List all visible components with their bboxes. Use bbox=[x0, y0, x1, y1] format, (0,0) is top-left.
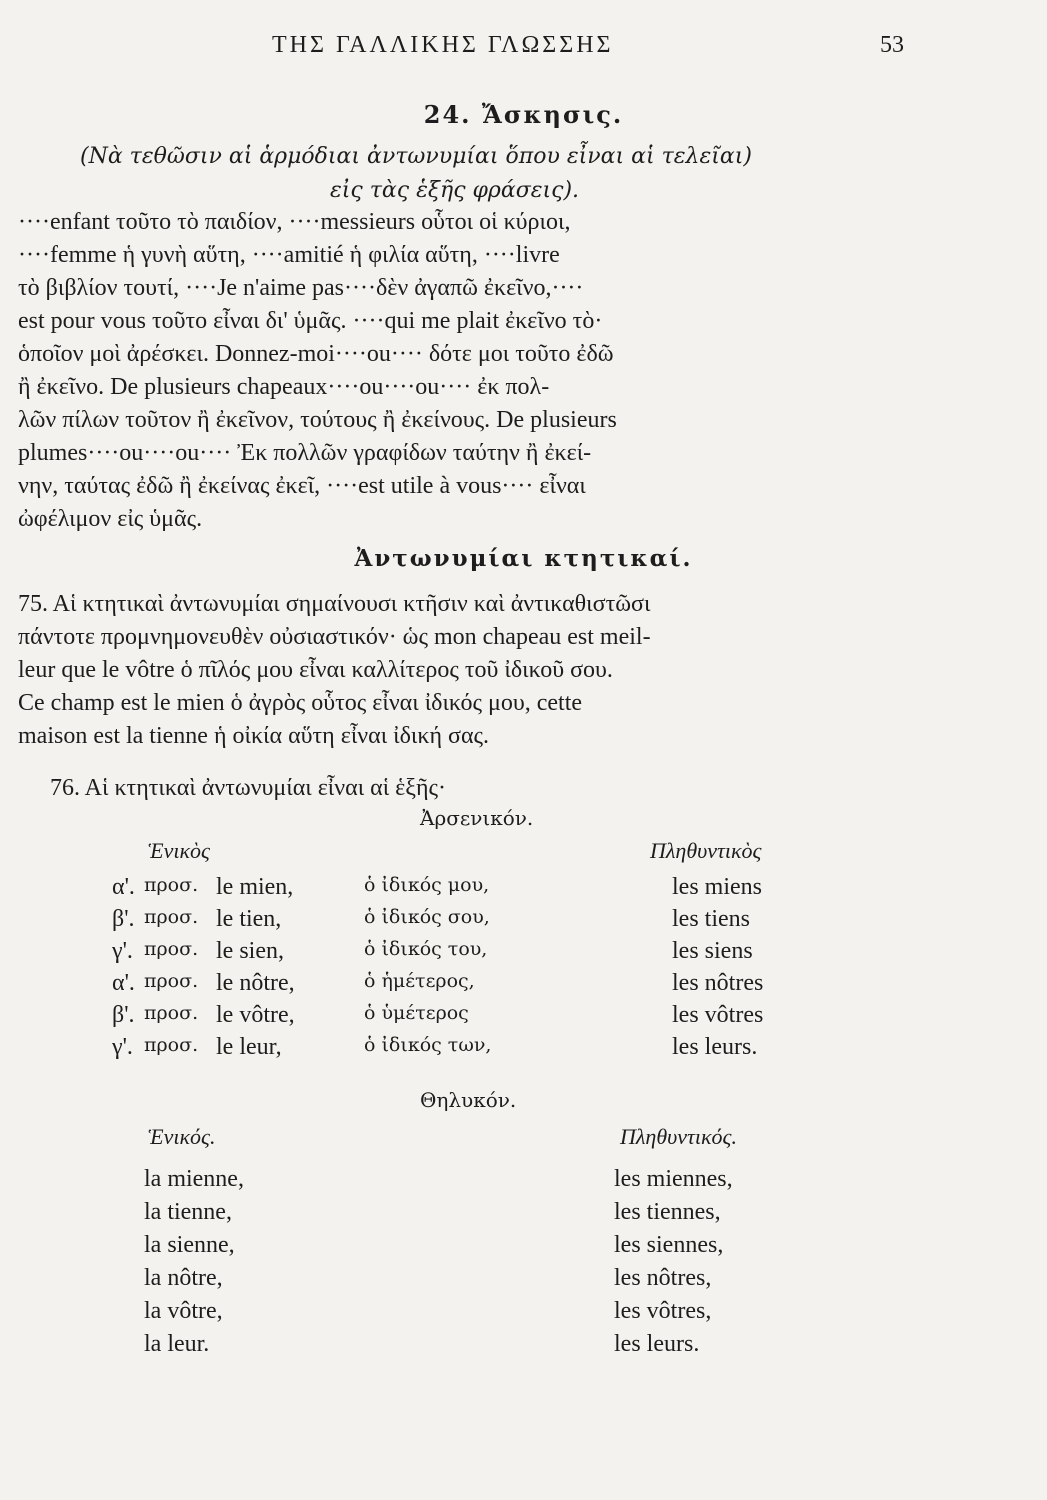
french-plural: les tiens bbox=[672, 906, 750, 932]
person-abbrev: προσ. bbox=[144, 906, 199, 928]
exercise-line: ἢ ἐκεῖνο. De plusieurs chapeaux····ou····ou···· ἐκ πολ- bbox=[18, 374, 550, 400]
person-abbrev: προσ. bbox=[144, 1002, 199, 1024]
feminine-plural-item: les tiennes, bbox=[614, 1199, 721, 1225]
exercise-instruction-line-2: εἰς τὰς ἑξῆς φράσεις). bbox=[330, 178, 580, 203]
person-ordinal: γ'. bbox=[112, 938, 133, 964]
paragraph-line: leur que le vôtre ὁ πῖλός μου εἶναι καλλίτερος τοῦ ἰδικοῦ σου. bbox=[18, 657, 613, 683]
masculine-row bbox=[112, 1002, 932, 1034]
masculine-row bbox=[112, 874, 932, 906]
french-singular: le leur, bbox=[216, 1034, 282, 1060]
paragraph-line: 75. Αἱ κτητικαὶ ἀντωνυμίαι σημαίνουσι κτῆσιν καὶ ἀντικαθιστῶσι bbox=[18, 591, 651, 617]
french-singular: le vôtre, bbox=[216, 1002, 295, 1028]
paragraph-line: πάντοτε προμνημονευθὲν οὐσιαστικόν· ὡς mon chapeau est meil- bbox=[18, 624, 651, 650]
french-singular: le mien, bbox=[216, 874, 294, 900]
section-heading: Ἀντωνυμίαι κτητικαί. bbox=[354, 545, 693, 572]
exercise-line: ····femme ἡ γυνὴ αὕτη, ····amitié ἡ φιλία αὕτη, ····livre bbox=[18, 242, 560, 268]
french-singular: le tien, bbox=[216, 906, 282, 932]
feminine-singular-item: la leur. bbox=[144, 1331, 210, 1357]
feminine-plural-item: les nôtres, bbox=[614, 1265, 712, 1291]
french-plural: les siens bbox=[672, 938, 753, 964]
masculine-row bbox=[112, 906, 932, 938]
greek-translation: ὁ ἰδικός του, bbox=[364, 938, 488, 960]
feminine-plural-item: les vôtres, bbox=[614, 1298, 712, 1324]
exercise-text bbox=[18, 206, 918, 536]
feminine-singular-item: la tienne, bbox=[144, 1199, 232, 1225]
masculine-row bbox=[112, 970, 932, 1002]
person-ordinal: β'. bbox=[112, 1002, 135, 1028]
person-ordinal: α'. bbox=[112, 874, 135, 900]
french-plural: les leurs. bbox=[672, 1034, 758, 1060]
exercise-instruction-line-1: (Νὰ τεθῶσιν αἱ ἁρμόδιαι ἀντωνυμίαι ὅπου εἶναι αἱ τελεῖαι) bbox=[80, 144, 752, 169]
feminine-plural-item: les leurs. bbox=[614, 1331, 700, 1357]
masculine-label: Ἀρσενικόν. bbox=[420, 806, 534, 830]
greek-translation: ὁ ἡμέτερος, bbox=[364, 970, 475, 992]
feminine-plural-item: les miennes, bbox=[614, 1166, 733, 1192]
person-abbrev: προσ. bbox=[144, 970, 199, 992]
page-number: 53 bbox=[880, 32, 904, 58]
exercise-line: νην, ταύτας ἐδῶ ἢ ἐκείνας ἐκεῖ, ····est utile à vous···· εἶναι bbox=[18, 473, 586, 499]
exercise-line: ὠφέλιμον εἰς ὑμᾶς. bbox=[18, 506, 203, 532]
paragraph-75 bbox=[18, 588, 918, 753]
french-plural: les miens bbox=[672, 874, 762, 900]
exercise-line: plumes····ou····ou···· Ἐκ πολλῶν γραφίδων ταύτην ἢ ἐκεί- bbox=[18, 440, 592, 466]
person-ordinal: γ'. bbox=[112, 1034, 133, 1060]
masculine-row bbox=[112, 938, 932, 970]
exercise-line: ὁποῖον μοὶ ἀρέσκει. Donnez-moi····ou···· δότε μοι τοῦτο ἐδῶ bbox=[18, 341, 614, 367]
exercise-line: λῶν πίλων τοῦτον ἢ ἐκεῖνον, τούτους ἢ ἐκείνους. De plusieurs bbox=[18, 407, 617, 433]
paragraph-line: Ce champ est le mien ὁ ἀγρὸς οὗτος εἶναι ἰδικός μου, cette bbox=[18, 690, 583, 716]
masculine-plural-label: Πληθυντικὸς bbox=[650, 838, 762, 863]
running-head bbox=[0, 32, 1047, 66]
french-singular: le nôtre, bbox=[216, 970, 295, 996]
person-ordinal: β'. bbox=[112, 906, 135, 932]
greek-translation: ὁ ἰδικός μου, bbox=[364, 874, 490, 896]
feminine-plural-label: Πληθυντικός. bbox=[620, 1124, 737, 1149]
person-abbrev: προσ. bbox=[144, 938, 199, 960]
feminine-singular-item: la nôtre, bbox=[144, 1265, 223, 1291]
greek-translation: ὁ ἰδικός σου, bbox=[364, 906, 490, 928]
masculine-row bbox=[112, 1034, 932, 1066]
exercise-line: ····enfant τοῦτο τὸ παιδίον, ····messieurs οὗτοι οἱ κύριοι, bbox=[18, 209, 571, 235]
feminine-plural-item: les siennes, bbox=[614, 1232, 724, 1258]
masculine-singular-label: Ἑνικὸς bbox=[148, 838, 210, 863]
person-ordinal: α'. bbox=[112, 970, 135, 996]
running-head-title: ΤΗΣ ΓΑΛΛΙΚΗΣ ΓΛΩΣΣΗΣ bbox=[272, 32, 614, 58]
exercise-line: est pour vous τοῦτο εἶναι δι' ὑμᾶς. ····qui me plait ἐκεῖνο τὸ· bbox=[18, 308, 603, 334]
exercise-line: τὸ βιβλίον τουτί, ····Je n'aime pas····δὲν ἀγαπῶ ἐκεῖνο,···· bbox=[18, 275, 584, 301]
french-singular: le sien, bbox=[216, 938, 284, 964]
person-abbrev: προσ. bbox=[144, 1034, 199, 1056]
paragraph-76: 76. Αἱ κτητικαὶ ἀντωνυμίαι εἶναι αἱ ἑξῆς· bbox=[50, 775, 446, 801]
feminine-singular-item: la sienne, bbox=[144, 1232, 235, 1258]
feminine-label: Θηλυκόν. bbox=[420, 1088, 517, 1112]
french-plural: les nôtres bbox=[672, 970, 764, 996]
feminine-singular-item: la vôtre, bbox=[144, 1298, 223, 1324]
greek-translation: ὁ ἰδικός των, bbox=[364, 1034, 492, 1056]
person-abbrev: προσ. bbox=[144, 874, 199, 896]
exercise-heading: 24. Ἄσκησις. bbox=[423, 100, 624, 129]
feminine-singular-item: la mienne, bbox=[144, 1166, 244, 1192]
greek-translation: ὁ ὑμέτερος bbox=[364, 1002, 469, 1024]
paragraph-line: maison est la tienne ἡ οἰκία αὕτη εἶναι ἰδική σας. bbox=[18, 723, 490, 749]
french-plural: les vôtres bbox=[672, 1002, 764, 1028]
feminine-singular-label: Ἑνικός. bbox=[148, 1124, 216, 1149]
